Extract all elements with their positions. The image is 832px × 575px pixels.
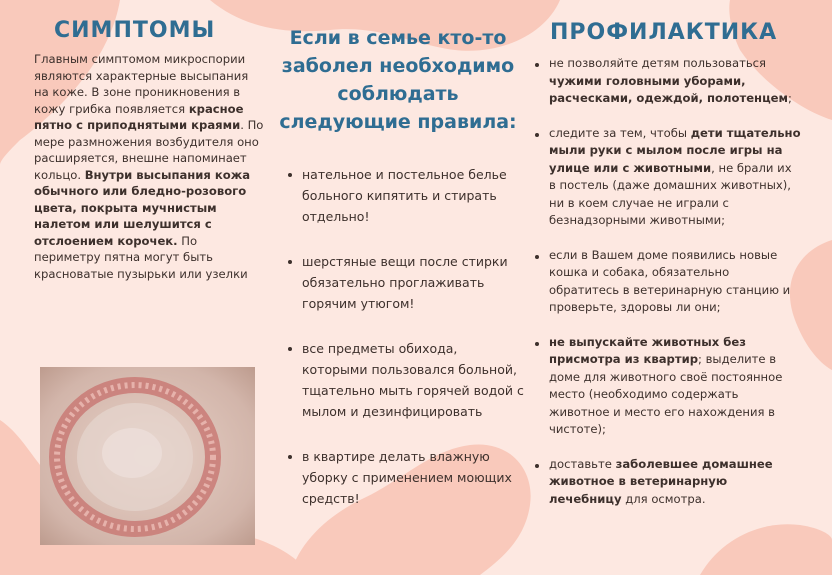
list-item — [530, 456, 802, 509]
prevention-heading: ПРОФИЛАКТИКА — [550, 20, 778, 45]
prevention-item-1-bold: чужими головными уборами, расческами, одеждой, полотенцем — [549, 73, 789, 105]
list-item: в квартире делать влажную уборку с применением моющих средств! — [272, 446, 524, 509]
symptoms-text-3: По периметру пятна могут быть красноватые пузырьки или узелки — [34, 233, 248, 281]
prevention-item-1-text: не позволяйте детям пользоваться — [549, 56, 767, 70]
prevention-item-1-end: ; — [788, 91, 792, 105]
prevention-item-2-bold: дети тщательно мыли руки с мылом после игры на улице или с животными — [549, 125, 801, 175]
list-item — [530, 334, 802, 439]
blob-bottom-right — [700, 524, 832, 575]
list-item — [530, 55, 802, 108]
rules-heading: Если в семье кто-то заболел необходимо соблюдать следующие правила: — [279, 27, 517, 133]
symptoms-text — [34, 51, 266, 282]
prevention-item-5-end: для осмотра. — [621, 491, 706, 506]
symptoms-heading: СИМПТОМЫ — [54, 18, 216, 43]
prevention-column — [530, 20, 802, 525]
rules-list — [272, 164, 524, 509]
list-item — [530, 125, 802, 230]
list-item: нательное и постельное белье больного кипятить и стирать отдельно! — [272, 164, 524, 227]
rules-column — [272, 24, 524, 533]
symptoms-text-1-bold: красное пятно с приподнятыми краями — [34, 101, 244, 132]
prevention-item-5-bold: заболевшее домашнее животное в ветеринарную лечебницу — [549, 456, 773, 506]
symptoms-text-2: . По мере размножения возбудителя оно расширяется, внешне напоминает кольцо. — [34, 118, 264, 182]
symptoms-text-1: Главным симптомом микроспории являются характерные высыпания на коже. В зоне проникновения в кожу грибка появляется — [34, 52, 249, 116]
prevention-item-4-bold: не выпускайте животных без присмотра из квартир — [549, 334, 746, 366]
prevention-item-2-text: следите за тем, чтобы — [549, 125, 691, 140]
list-item: шерстяные вещи после стирки обязательно проглаживать горячим утюгом! — [272, 251, 524, 314]
list-item: все предметы обихода, которыми пользовался больной, тщательно мыть горячей водой с мылом и дезинфицировать — [272, 338, 524, 422]
prevention-item-5-text: доставьте — [549, 456, 616, 471]
prevention-item-3-text: если в Вашем доме появились новые кошка и собака, обязательно обратитесь в ветеринарную станцию и проверьте, здоровы ли они; — [549, 247, 791, 314]
prevention-item-2-end: , не брали их в постель (даже домашних животных), ни в коем случае не играли с безнадзорными животными; — [549, 160, 792, 227]
symptoms-text-2-bold: Внутри высыпания кожа обычного или бледно-розового цвета, покрыта мучнистым налетом или шелушится с отслоением корочек. — [34, 167, 251, 248]
prevention-list — [530, 55, 802, 508]
symptoms-column — [34, 18, 266, 282]
prevention-item-4-end: ; выделите в доме для животного своё постоянное место (необходимо содержать животное и место его нахождения в чистоте); — [549, 352, 783, 436]
list-item — [530, 247, 802, 317]
skin-lesion-photo — [40, 367, 255, 545]
